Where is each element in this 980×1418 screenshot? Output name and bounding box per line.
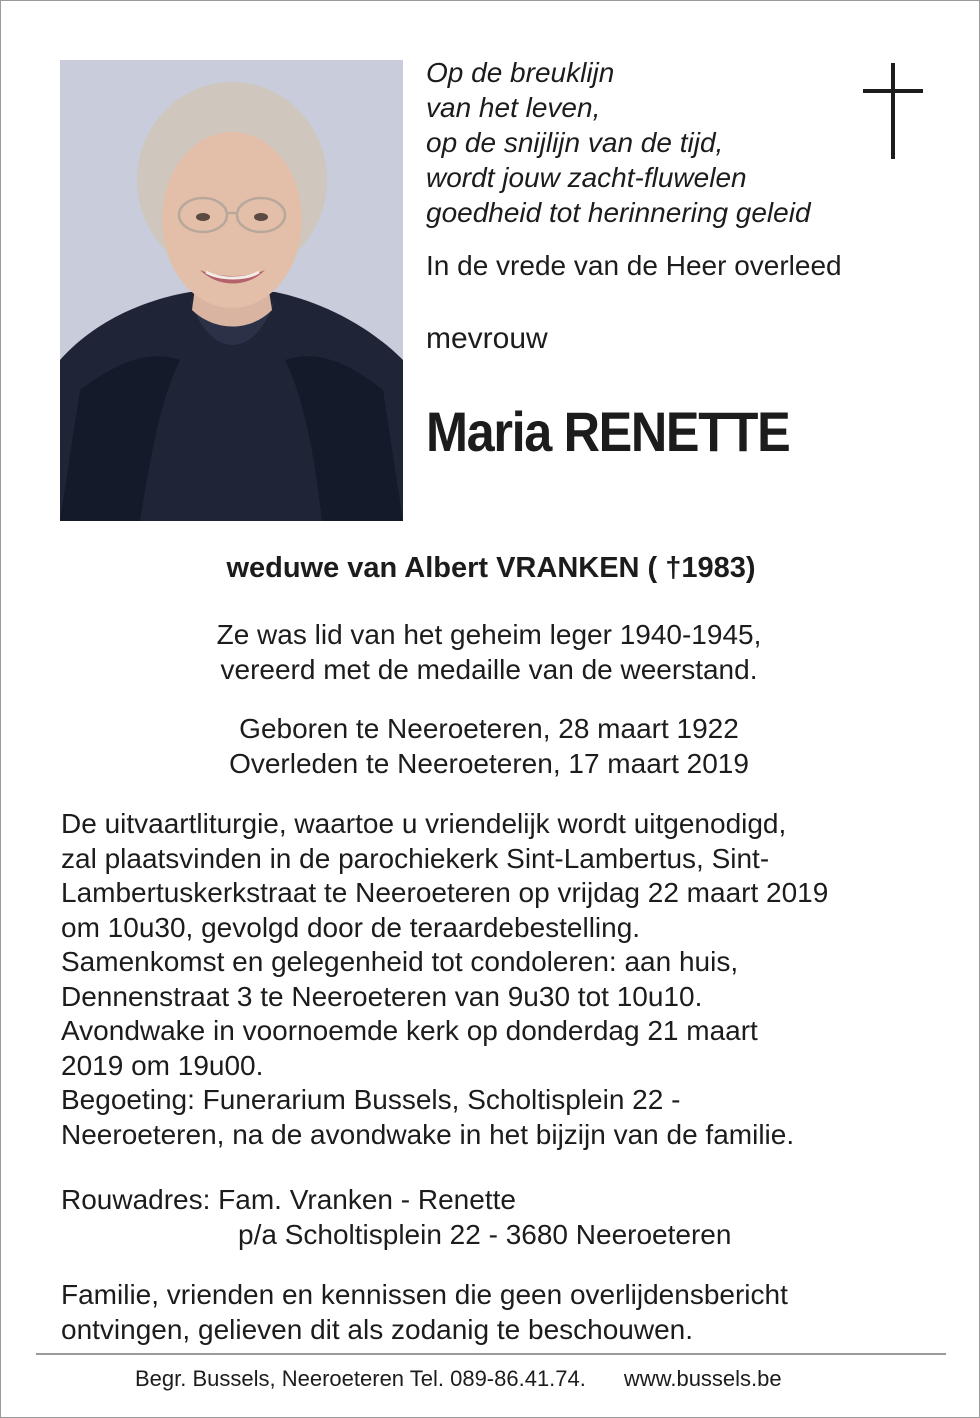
closing-line: Familie, vrienden en kennissen die geen overlijdensbericht — [61, 1279, 788, 1310]
funeral-line: Avondwake in voornoemde kerk op donderdag 21 maart — [61, 1015, 758, 1046]
cross-icon — [863, 63, 923, 159]
poem-line: op de snijlijn van de tijd, — [426, 127, 724, 158]
undertaker-contact: Begr. Bussels, Neeroeteren Tel. 089-86.41.74. — [135, 1366, 586, 1391]
funeral-line: 2019 om 19u00. — [61, 1049, 264, 1081]
birth-line: Geboren te Neeroeteren, 28 maart 1922 — [239, 713, 739, 744]
funeral-line: Lambertuskerkstraat te Neeroeteren op vrijdag 22 maart 2019 — [61, 877, 829, 908]
funeral-line: Dennenstraat 3 te Neeroeteren van 9u30 tot 10u10. — [61, 980, 703, 1012]
address-line: p/a Scholtisplein 22 - 3680 Neeroeteren — [238, 1218, 732, 1250]
life-dates — [1, 711, 977, 781]
funeral-line: om 10u30, gevolgd door de teraardebestelling. — [61, 911, 641, 943]
funeral-line: Begoeting: Funerarium Bussels, Scholtisplein 22 - — [61, 1084, 681, 1115]
service-line: vereerd met de medaille van de weerstand. — [220, 654, 758, 685]
intro-text: In de vrede van de Heer overleed — [426, 250, 842, 281]
funeral-details — [61, 807, 828, 1152]
portrait-photo — [60, 60, 403, 521]
service-line: Ze was lid van het geheim leger 1940-1945, — [216, 619, 762, 650]
footer — [135, 1366, 782, 1392]
poem-line: wordt jouw zacht-fluwelen — [426, 162, 747, 193]
poem-line: goedheid tot herinnering geleid — [426, 197, 811, 228]
deceased-name: Maria RENETTE — [426, 400, 790, 463]
death-line: Overleden te Neeroeteren, 17 maart 2019 — [229, 748, 749, 779]
funeral-line: De uitvaartliturgie, waartoe u vriendelijk wordt uitgenodigd, — [61, 808, 787, 839]
mourning-address — [61, 1183, 731, 1252]
closing-line: ontvingen, gelieven dit als zodanig te beschouwen. — [61, 1313, 693, 1345]
footer-divider — [36, 1353, 946, 1355]
service-record — [1, 617, 977, 687]
widow-of: weduwe van Albert VRANKEN ( †1983) — [226, 552, 756, 584]
funeral-line: Samenkomst en gelegenheid tot condoleren: aan huis, — [61, 946, 739, 977]
poem — [426, 55, 811, 230]
poem-line: Op de breuklijn — [426, 57, 615, 88]
address-line: Rouwadres: Fam. Vranken - Renette — [61, 1184, 516, 1215]
website-link[interactable]: www.bussels.be — [623, 1366, 782, 1391]
honorific: mevrouw — [426, 322, 548, 355]
closing-note — [61, 1278, 788, 1347]
poem-line: van het leven, — [426, 92, 601, 123]
funeral-line: zal plaatsvinden in de parochiekerk Sint-Lambertus, Sint- — [61, 842, 770, 874]
funeral-line: Neeroeteren, na de avondwake in het bijzijn van de familie. — [61, 1118, 795, 1150]
